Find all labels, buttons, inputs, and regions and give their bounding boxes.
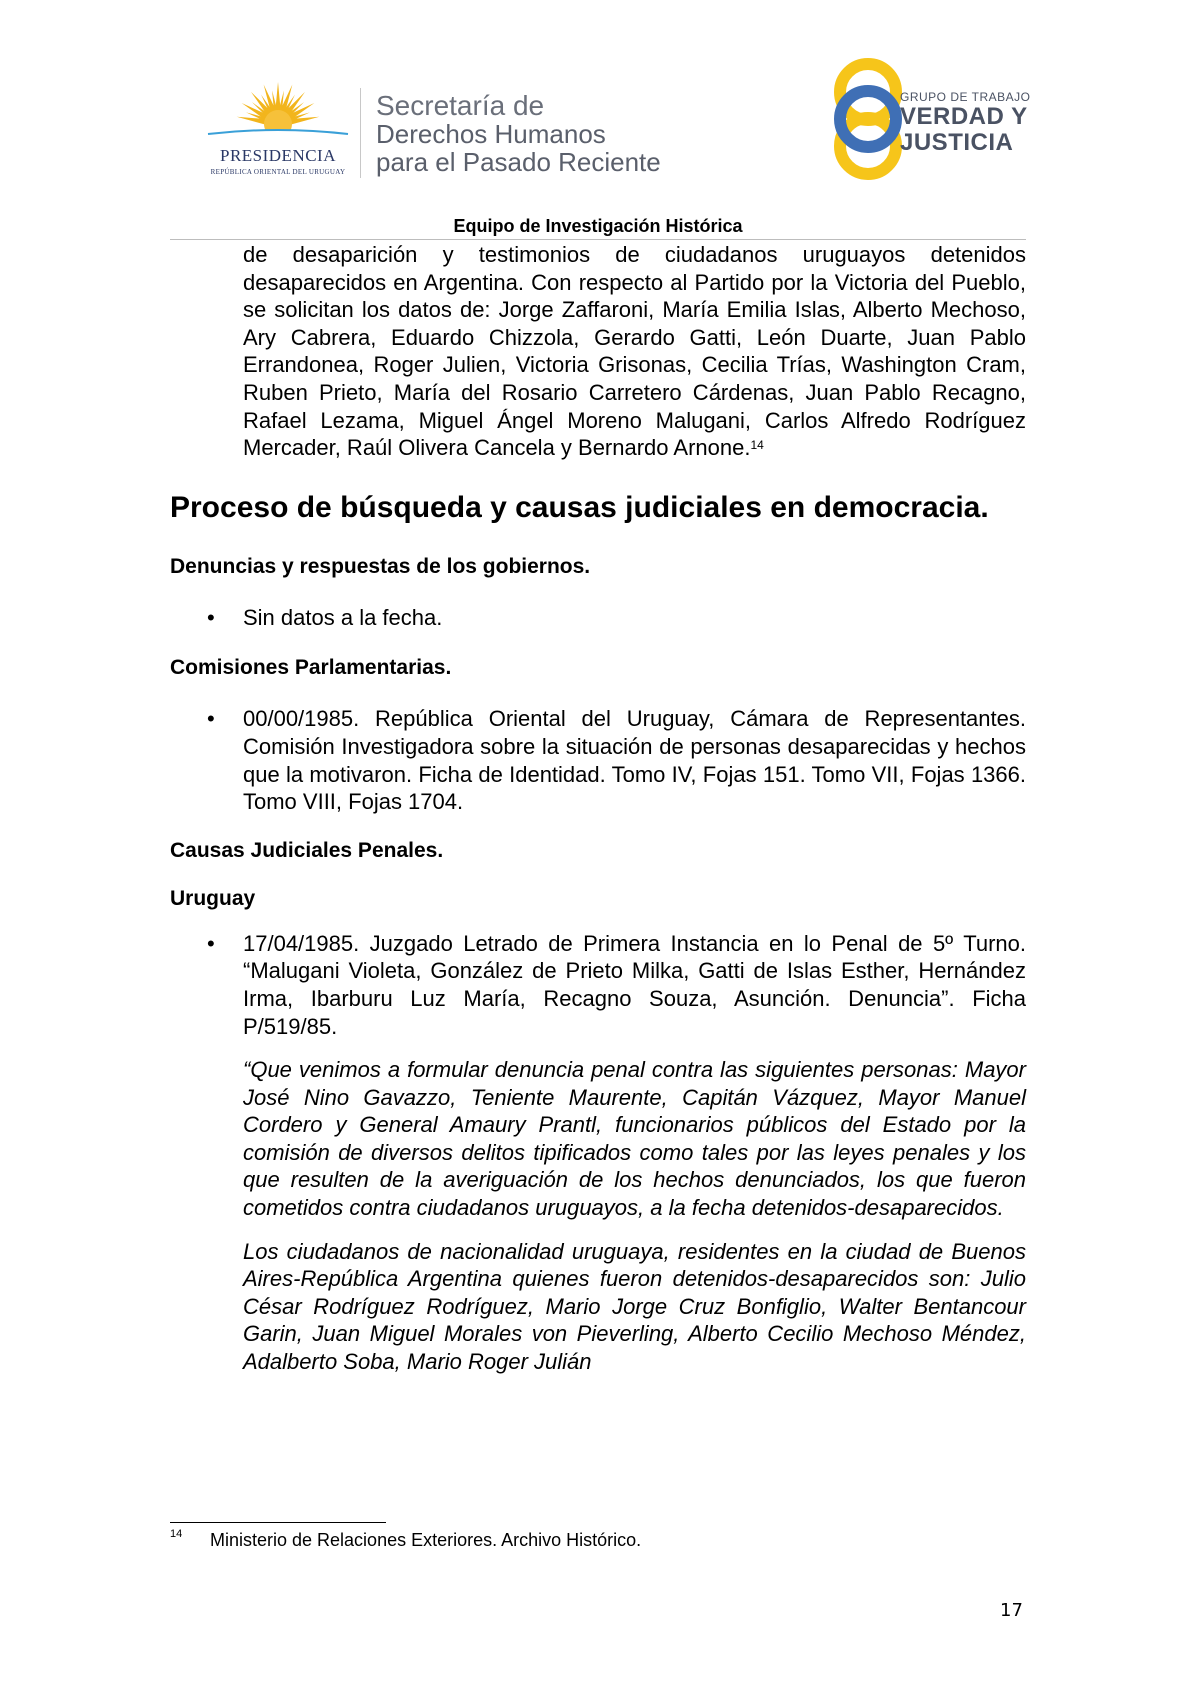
presidencia-label: PRESIDENCIA (219, 146, 336, 165)
secretaria-line-2: Derechos Humanos (376, 119, 606, 149)
logo-divider (360, 88, 361, 178)
grupo-trabajo-logo-text (900, 90, 1030, 156)
gvj-small-label: GRUPO DE TRABAJO (900, 90, 1031, 104)
document-body (170, 241, 1026, 1376)
subheading-denuncias: Denuncias y respuestas de los gobiernos. (170, 554, 591, 578)
footnote-text: Ministerio de Relaciones Exteriores. Archivo Histórico. (210, 1530, 642, 1550)
subheading-comisiones: Comisiones Parlamentarias. (170, 656, 452, 680)
gvj-line-2: JUSTICIA (900, 129, 1014, 156)
list-item-text: Sin datos a la fecha. (243, 604, 443, 630)
list-item-text: 17/04/1985. Juzgado Letrado de Primera Instancia en lo Penal de 5º Turno. “Malugani Violeta, González de Prieto Milka, Gatti de Islas Esther, Hernández Irma, Ibarburu Luz María, Recagno Souza, Asunción. Denuncia”. Ficha P/519/85. (243, 930, 1026, 1039)
section-title: Proceso de búsqueda y causas judiciales en democracia. (170, 490, 989, 524)
footnote-ref[interactable]: 14 (750, 438, 764, 453)
header-rule (170, 239, 1026, 240)
bullet-icon: • (207, 930, 215, 956)
list-item (207, 604, 1026, 632)
bullet-icon: • (207, 706, 215, 732)
presidencia-logo (198, 80, 358, 180)
list-item (207, 930, 1026, 1040)
secretaria-line-3: para el Pasado Reciente (376, 147, 661, 177)
secretaria-logo-text (376, 92, 661, 176)
bullet-icon: • (207, 604, 215, 630)
subheading-uruguay: Uruguay (170, 886, 256, 910)
intro-paragraph (243, 241, 1026, 462)
presidencia-subtitle: REPÚBLICA ORIENTAL DEL URUGUAY (210, 168, 346, 176)
sun-emblem-icon (198, 80, 358, 146)
footnote-rule (170, 1522, 386, 1523)
team-name: Equipo de Investigación Histórica (453, 216, 743, 236)
secretaria-line-1: Secretaría de (376, 90, 545, 121)
page-header (0, 0, 1190, 245)
quote-paragraph-1: “Que venimos a formular denuncia penal contra las siguientes personas: Mayor José Nino Gavazzo, Teniente Maurente, Capitán Vázquez, Mayor Manuel Cordero y General Amaury Prantl, funcionarios públicos del Estado por la comisión de diversos delitos tipificados como tales por las leyes penales y los que resulten de la averiguación de los hechos denunciados, los que fueron cometidos contra ciudadanos uruguayos, a la fecha detenidos-desaparecidos. (243, 1057, 1026, 1221)
list-item-text: 00/00/1985. República Oriental del Uruguay, Cámara de Representantes. Comisión Investigadora sobre la situación de personas desaparecidas y hechos que la motivaron. Ficha de Identidad. Tomo IV, Fojas 151. Tomo VII, Fojas 1366. Tomo VIII, Fojas 1704. (243, 706, 1026, 815)
quote-paragraph-2: Los ciudadanos de nacionalidad uruguaya, residentes en la ciudad de Buenos Aires-República Argentina quienes fueron detenidos-desaparecidos son: Julio César Rodríguez Rodríguez, Mario Jorge Cruz Bonfiglio, Walter Bentancour Garin, Juan Miguel Morales von Pieverling, Alberto Cecilio Mechoso Méndez, Adalberto Soba, Mario Roger Julián (243, 1238, 1026, 1375)
subheading-causas: Causas Judiciales Penales. (170, 838, 444, 862)
page-number: 17 (1000, 1600, 1023, 1621)
gvj-line-1: VERDAD Y (900, 103, 1028, 130)
list-item (207, 705, 1026, 815)
footnote-number: 14 (170, 1528, 183, 1540)
intro-text: de desaparición y testimonios de ciudadanos uruguayos detenidos desaparecidos en Argentina. Con respecto al Partido por la Victoria del Pueblo, se solicitan los datos de: Jorge Zaffaroni, María Emilia Islas, Alberto Mechoso, Ary Cabrera, Eduardo Chizzola, Gerardo Gatti, León Duarte, Juan Pablo Errandonea, Roger Julien, Victoria Grisonas, Cecilia Trías, Washington Cram, Ruben Prieto, María del Rosario Carretero Cárdenas, Juan Pablo Recagno, Rafael Lezama, Miguel Ángel Moreno Malugani, Carlos Alfredo Rodríguez Mercader, Raúl Olivera Cancela y Bernardo Arnone. (243, 242, 1026, 461)
